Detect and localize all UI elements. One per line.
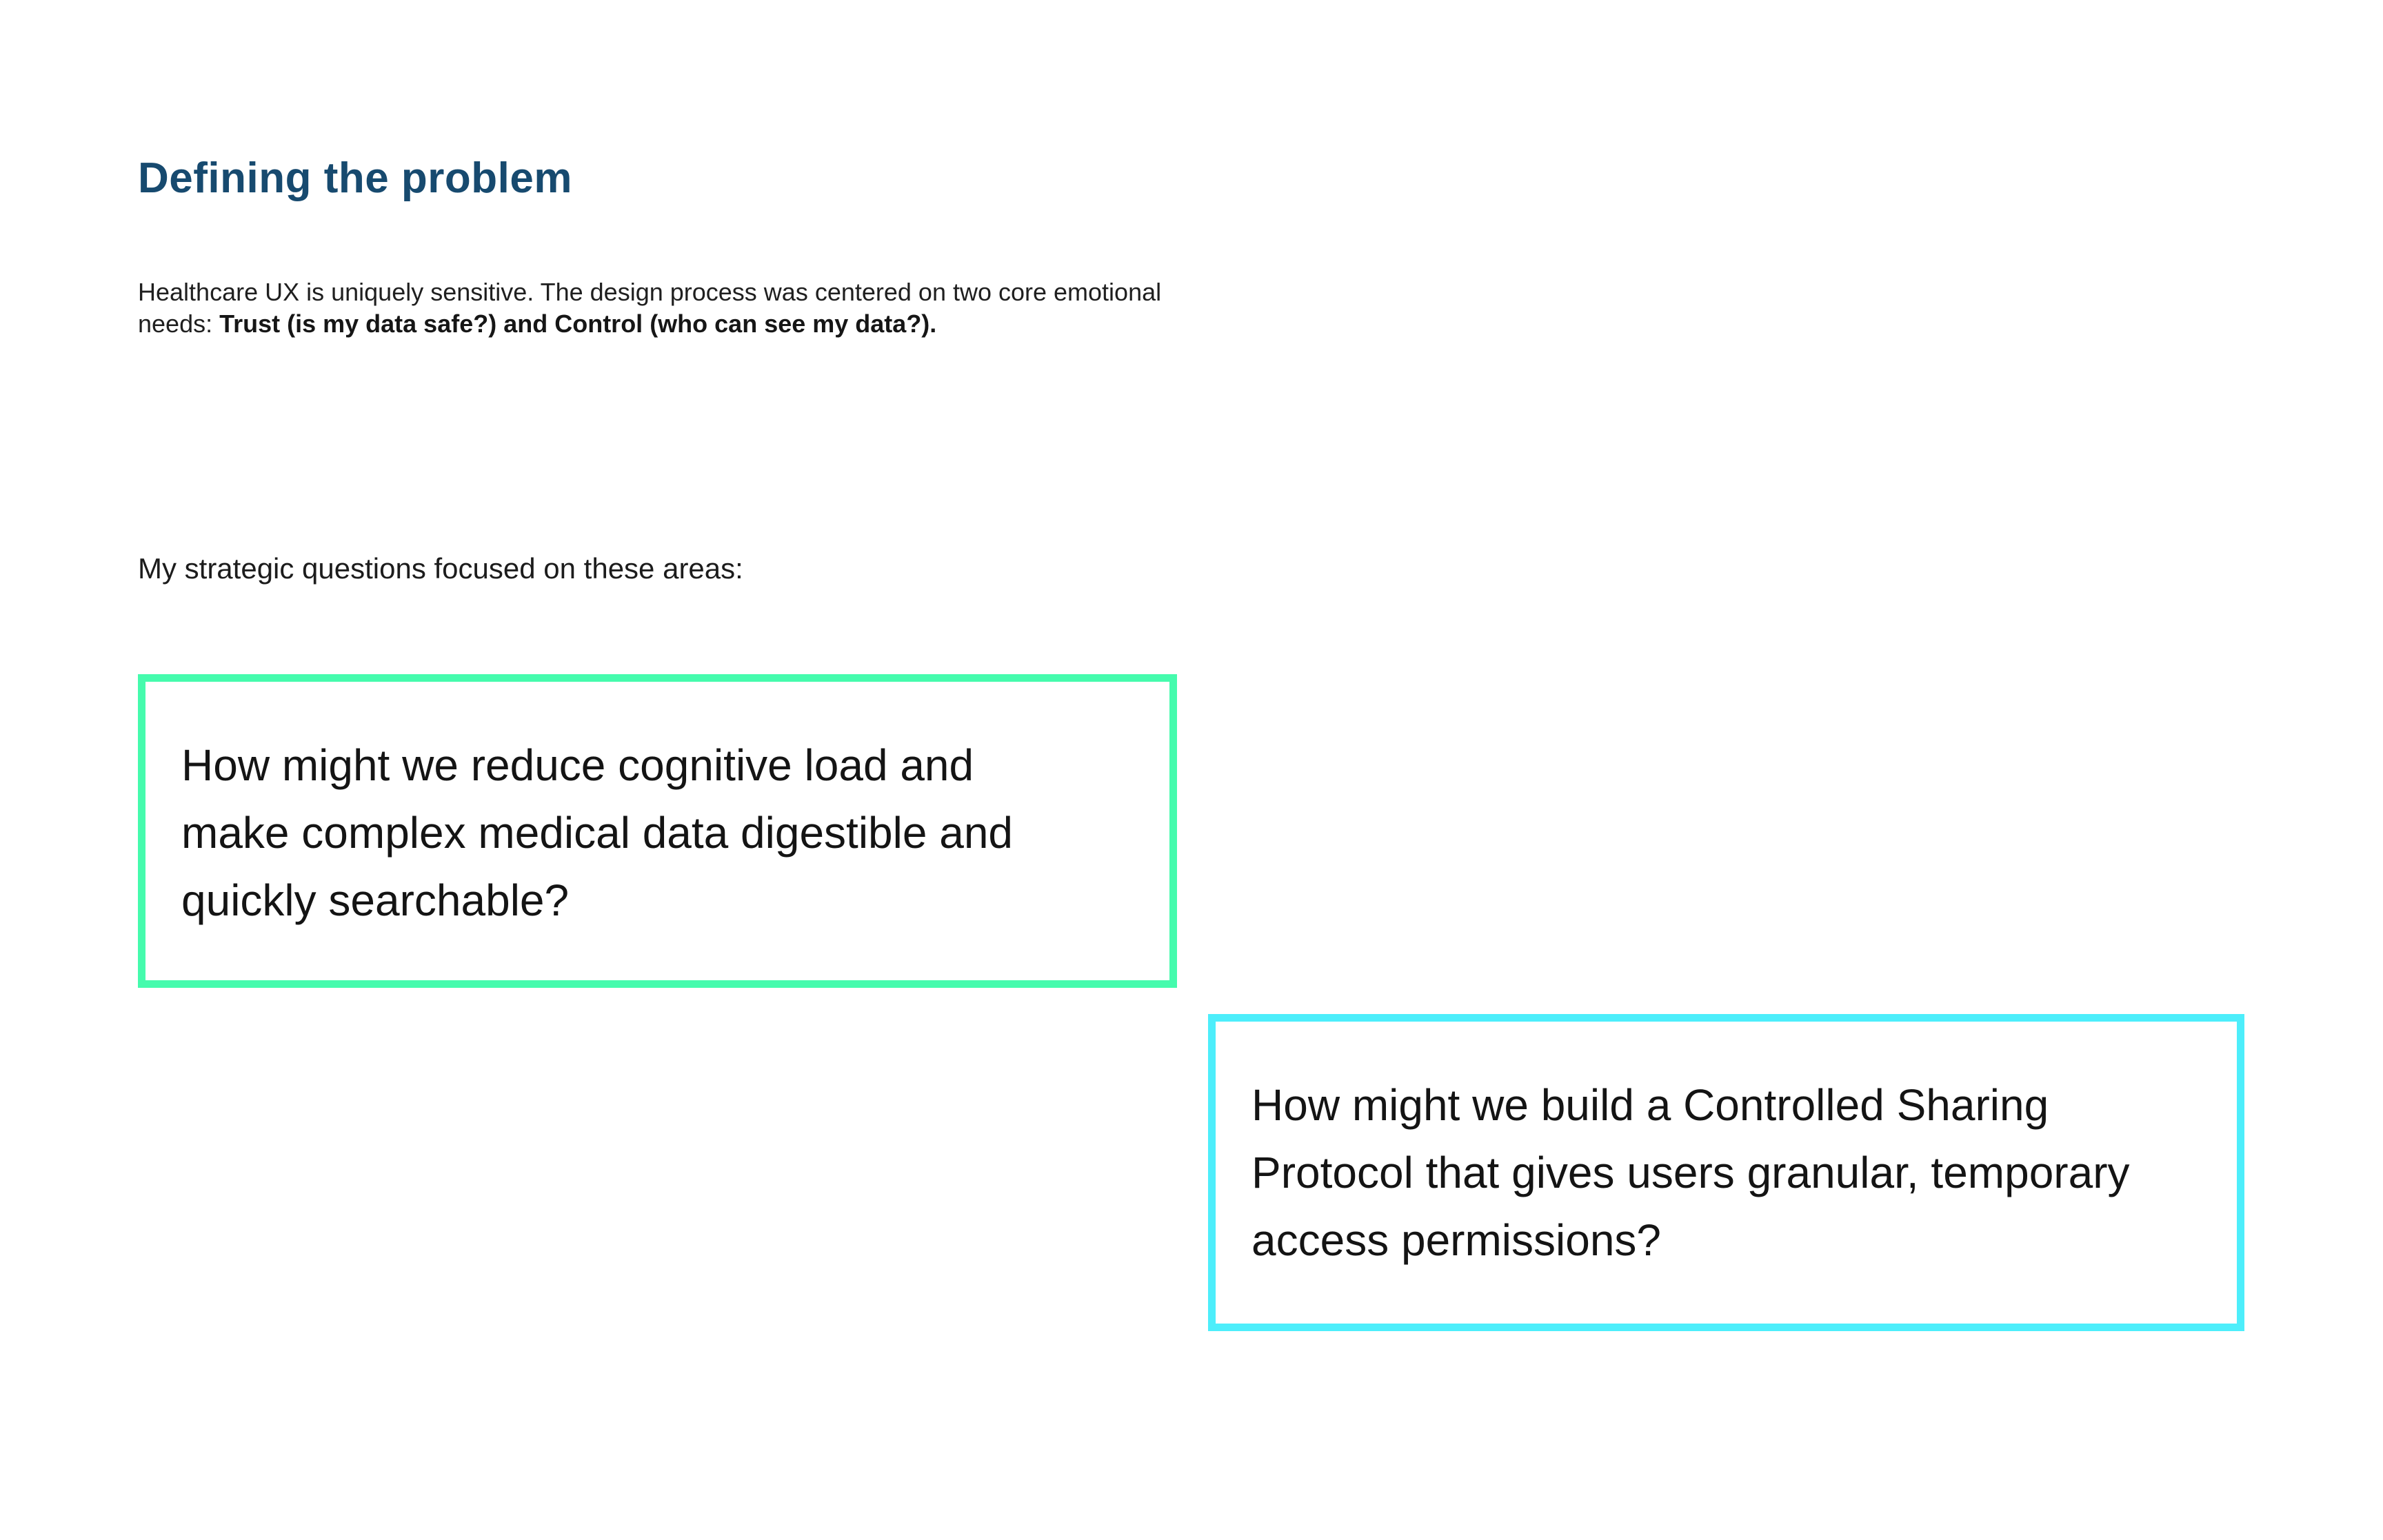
intro-line-2-prefix: needs: bbox=[138, 310, 220, 338]
questions-prompt: My strategic questions focused on these areas: bbox=[138, 552, 743, 585]
question-card-text bbox=[1216, 1022, 2237, 1274]
intro-line-1: Healthcare UX is uniquely sensitive. The design process was centered on two core emotional bbox=[138, 278, 1162, 306]
intro-line-2-emphasis: Trust (is my data safe?) and Control (who can see my data?). bbox=[219, 310, 937, 338]
question-card-cognitive-load bbox=[138, 674, 1177, 988]
question-line: How might we reduce cognitive load and bbox=[181, 740, 974, 790]
question-line: Protocol that gives users granular, temporary bbox=[1251, 1148, 2130, 1197]
intro-paragraph bbox=[138, 276, 1161, 340]
page-title: Defining the problem bbox=[138, 154, 572, 202]
question-line: make complex medical data digestible and bbox=[181, 808, 1013, 858]
question-line: access permissions? bbox=[1251, 1215, 1661, 1265]
question-line: quickly searchable? bbox=[181, 875, 570, 925]
intro-line-2 bbox=[138, 308, 1161, 340]
question-line: How might we build a Controlled Sharing bbox=[1251, 1080, 2049, 1130]
question-card-sharing-protocol bbox=[1208, 1014, 2244, 1331]
question-card-text bbox=[145, 682, 1169, 934]
